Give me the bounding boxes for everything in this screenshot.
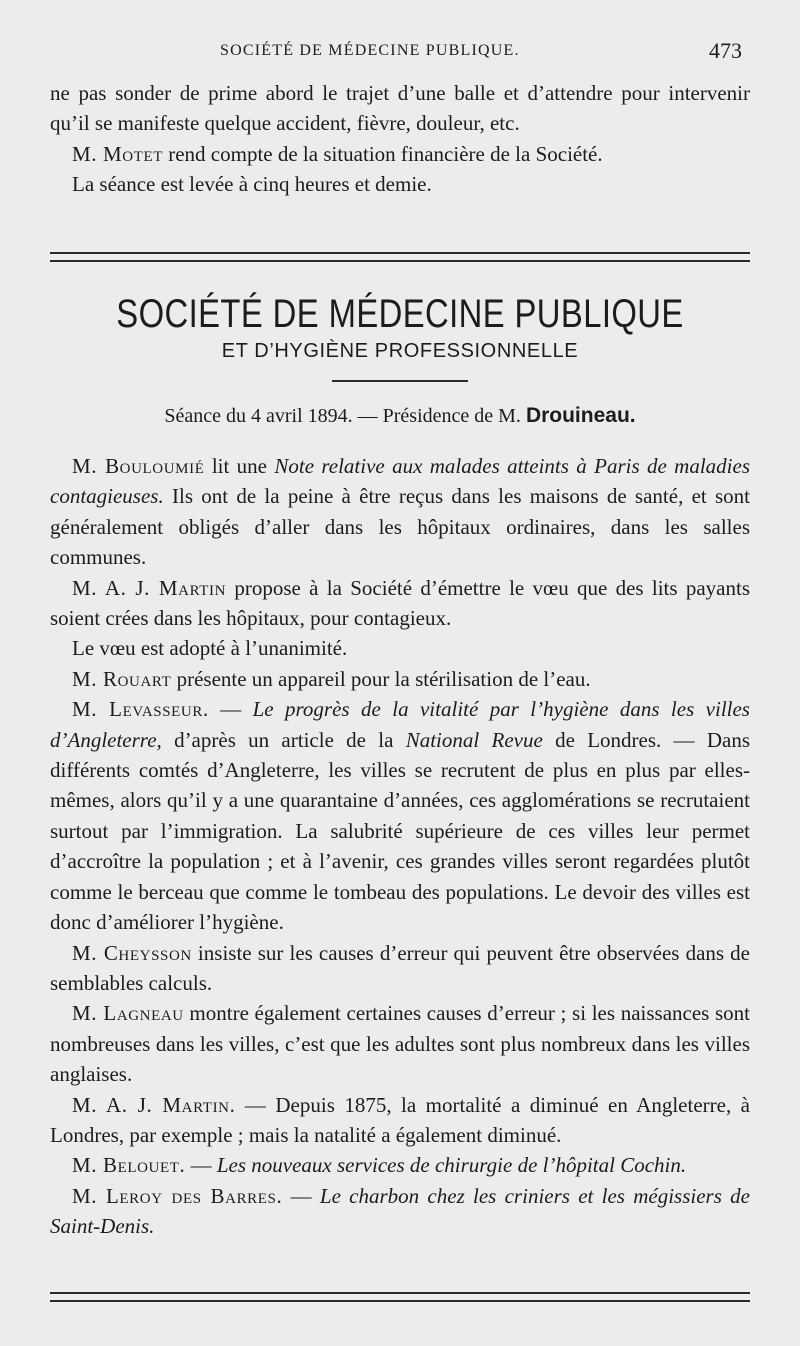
paragraph-cheysson: M. Cheysson insiste sur les causes d’erreur qui peuvent être observées dans de semblables calculs.	[50, 940, 750, 995]
paragraph-text: rend compte de la situation financière de la Société.	[162, 141, 603, 166]
section-subtitle: ET D’HYGIÈNE PROFESSIONNELLE	[221, 340, 579, 362]
speaker-name: M. Cheysson	[72, 940, 192, 965]
speaker-name: M. Levasseur.	[72, 697, 209, 722]
paragraph-motet	[50, 139, 750, 169]
note-title: Note relative aux malades atteints à Paris de maladies contagieuses.	[50, 454, 750, 509]
previous-section-end	[50, 78, 750, 200]
paragraph-martin: M. A. J. Martin propose à la Société d’émettre le vœu que des lits payants soient crées dans les hôpitaux, pour contagieux.	[50, 575, 751, 631]
paragraph-lagneau: M. Lagneau montre également certaines causes d’erreur ; si les naissances sont nombreuses dans les villes, c’est que les adultes sont plus nombreux dans les villes anglaises.	[50, 1001, 751, 1087]
title-rule	[332, 380, 468, 382]
page-number: 473	[709, 38, 742, 63]
talk-title: Le charbon chez les criniers et les mégissiers de Saint-Denis.	[50, 1183, 750, 1239]
paragraph-rouart: M. Rouart présente un appareil pour la stérilisation de l’eau.	[72, 666, 591, 691]
speaker-name: M. Rouart	[72, 666, 172, 691]
speaker-name: M. Leroy des Barres.	[72, 1183, 283, 1208]
section-title: SOCIÉTÉ DE MÉDECINE PUBLIQUE	[116, 292, 684, 336]
page-end-divider	[50, 1292, 750, 1302]
session-line	[50, 404, 750, 428]
section-divider	[50, 252, 750, 262]
speaker-name: M. A. J. Martin	[72, 575, 227, 600]
paragraph-voeu: Le vœu est adopté à l’unanimité.	[72, 636, 348, 661]
paragraph-belouet: M. Belouet. — Les nouveaux services de chirurgie de l’hôpital Cochin.	[72, 1153, 687, 1178]
talk-title: Les nouveaux services de chirurgie de l’hôpital Cochin.	[216, 1153, 687, 1178]
speaker-name: M. Lagneau	[72, 1001, 184, 1026]
journal-title: National Revue	[405, 727, 543, 752]
paragraph-continuation: ne pas sonder de prime abord le trajet d’une balle et d’attendre pour intervenir qu’il se manifeste quelque accident, fièvre, douleur, etc.	[50, 81, 750, 136]
running-title: SOCIÉTÉ DE MÉDECINE PUBLIQUE.	[220, 42, 520, 59]
session-text: Séance du 4 avril 1894. — Présidence de M.	[164, 405, 526, 427]
speaker-name: M. A. J. Martin.	[72, 1092, 236, 1117]
speaker-name: M. Bouloumié	[72, 454, 205, 478]
paragraph-bouloumie: M. Bouloumié lit une Note relative aux malades atteints à Paris de maladies contagieuses. Ils ont de la peine à être reçus dans les maisons de santé, et sont généralement obligés d’aller dans les hôpitaux ordinaires, dans les salles communes.	[50, 454, 750, 570]
president-name: Drouineau.	[525, 404, 636, 427]
speaker-name: M. Motet	[72, 141, 163, 166]
talk-title: Le progrès de la vitalité par l’hygiène dans les villes d’Angleterre,	[50, 697, 750, 752]
paragraph-leroy: M. Leroy des Barres. — Le charbon chez les criniers et les mégissiers de Saint-Denis.	[50, 1183, 750, 1239]
session-body	[50, 451, 750, 1242]
paragraph-martin-2: M. A. J. Martin. — Depuis 1875, la mortalité a diminué en Angleterre, à Londres, par exemple ; mais la natalité a également diminué.	[50, 1092, 750, 1147]
page-header	[52, 38, 742, 68]
paragraph-levasseur: M. Levasseur. — Le progrès de la vitalité par l’hygiène dans les villes d’Angleterre, d’après un article de la National Revue de Londres. — Dans différents comtés d’Angleterre, les villes se recrutent de plus en plus par elles-mêmes, alors qu’il y a une quarantaine d’années, ces agglomérations se recrutaient surtout par l’immigration. La salubrité supérieure de ces villes leur permet d’accroître la population ; et à l’avenir, ces grandes villes seront regardées plutôt comme le berceau que comme le tombeau des populations. Le devoir des villes est donc d’améliorer l’hygiène.	[50, 697, 750, 935]
speaker-name: M. Belouet.	[72, 1153, 186, 1178]
paragraph-closing: La séance est levée à cinq heures et demie.	[72, 172, 432, 197]
